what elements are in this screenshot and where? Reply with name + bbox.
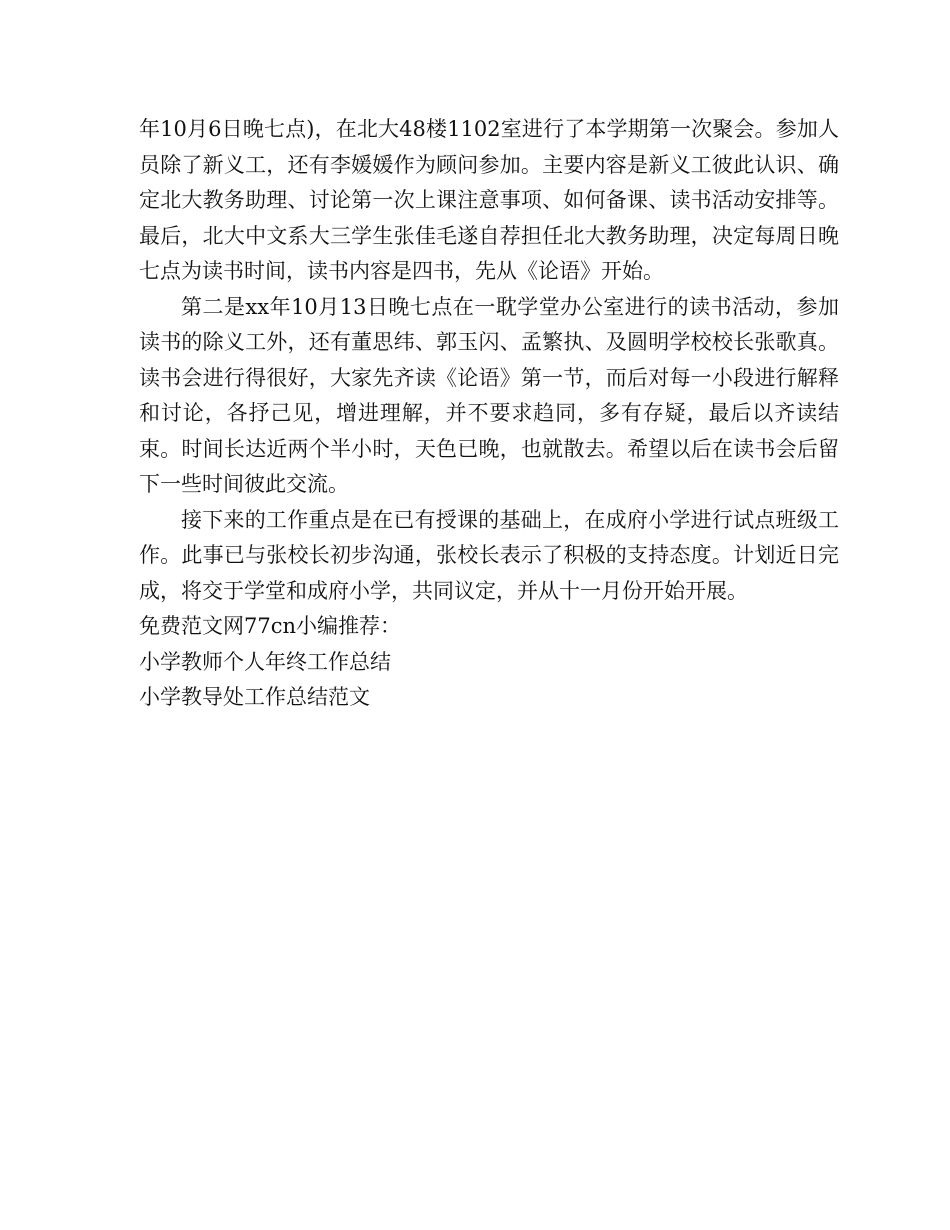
recommend-link-office-summary[interactable]: 小学教导处工作总结范文 bbox=[139, 685, 370, 709]
paragraph-reading-activity: 第二是xx年10月13日晚七点在一耽学堂办公室进行的读书活动，参加读书的除义工外，还有董思纬、郭玉闪、孟繁执、及圆明学校校长张歌真。读书会进行得很好，大家先齐读《论语》第一节，而后对每一小段进行解释和讨论，各抒己见，增进理解，并不要求趋同，多有存疑，最后以齐读结束。时间长达近两个半小时，天色已晚，也就散去。希望以后在读书会后留下一些时间彼此交流。 bbox=[139, 294, 839, 496]
recommend-heading: 免费范文网77cn小编推荐： bbox=[139, 614, 402, 638]
recommend-link-teacher-summary[interactable]: 小学教师个人年终工作总结 bbox=[139, 649, 391, 674]
paragraph-meeting-summary: 年10月6日晚七点)，在北大48楼1102室进行了本学期第一次聚会。参加人员除了新义工，还有李媛媛作为顾问参加。主要内容是新义工彼此认识、确定北大教务助理、讨论第一次上课注意事项、如何备课、读书活动安排等。最后，北大中文系大三学生张佳毛遂自荐担任北大教务助理，决定每周日晚七点为读书时间，读书内容是四书，先从《论语》开始。 bbox=[139, 117, 839, 283]
document-body bbox=[139, 112, 839, 716]
paragraph-next-steps: 接下来的工作重点是在已有授课的基础上，在成府小学进行试点班级工作。此事已与张校长初步沟通，张校长表示了积极的支持态度。计划近日完成，将交于学堂和成府小学，共同议定，并从十一月份开始开展。 bbox=[139, 507, 839, 603]
